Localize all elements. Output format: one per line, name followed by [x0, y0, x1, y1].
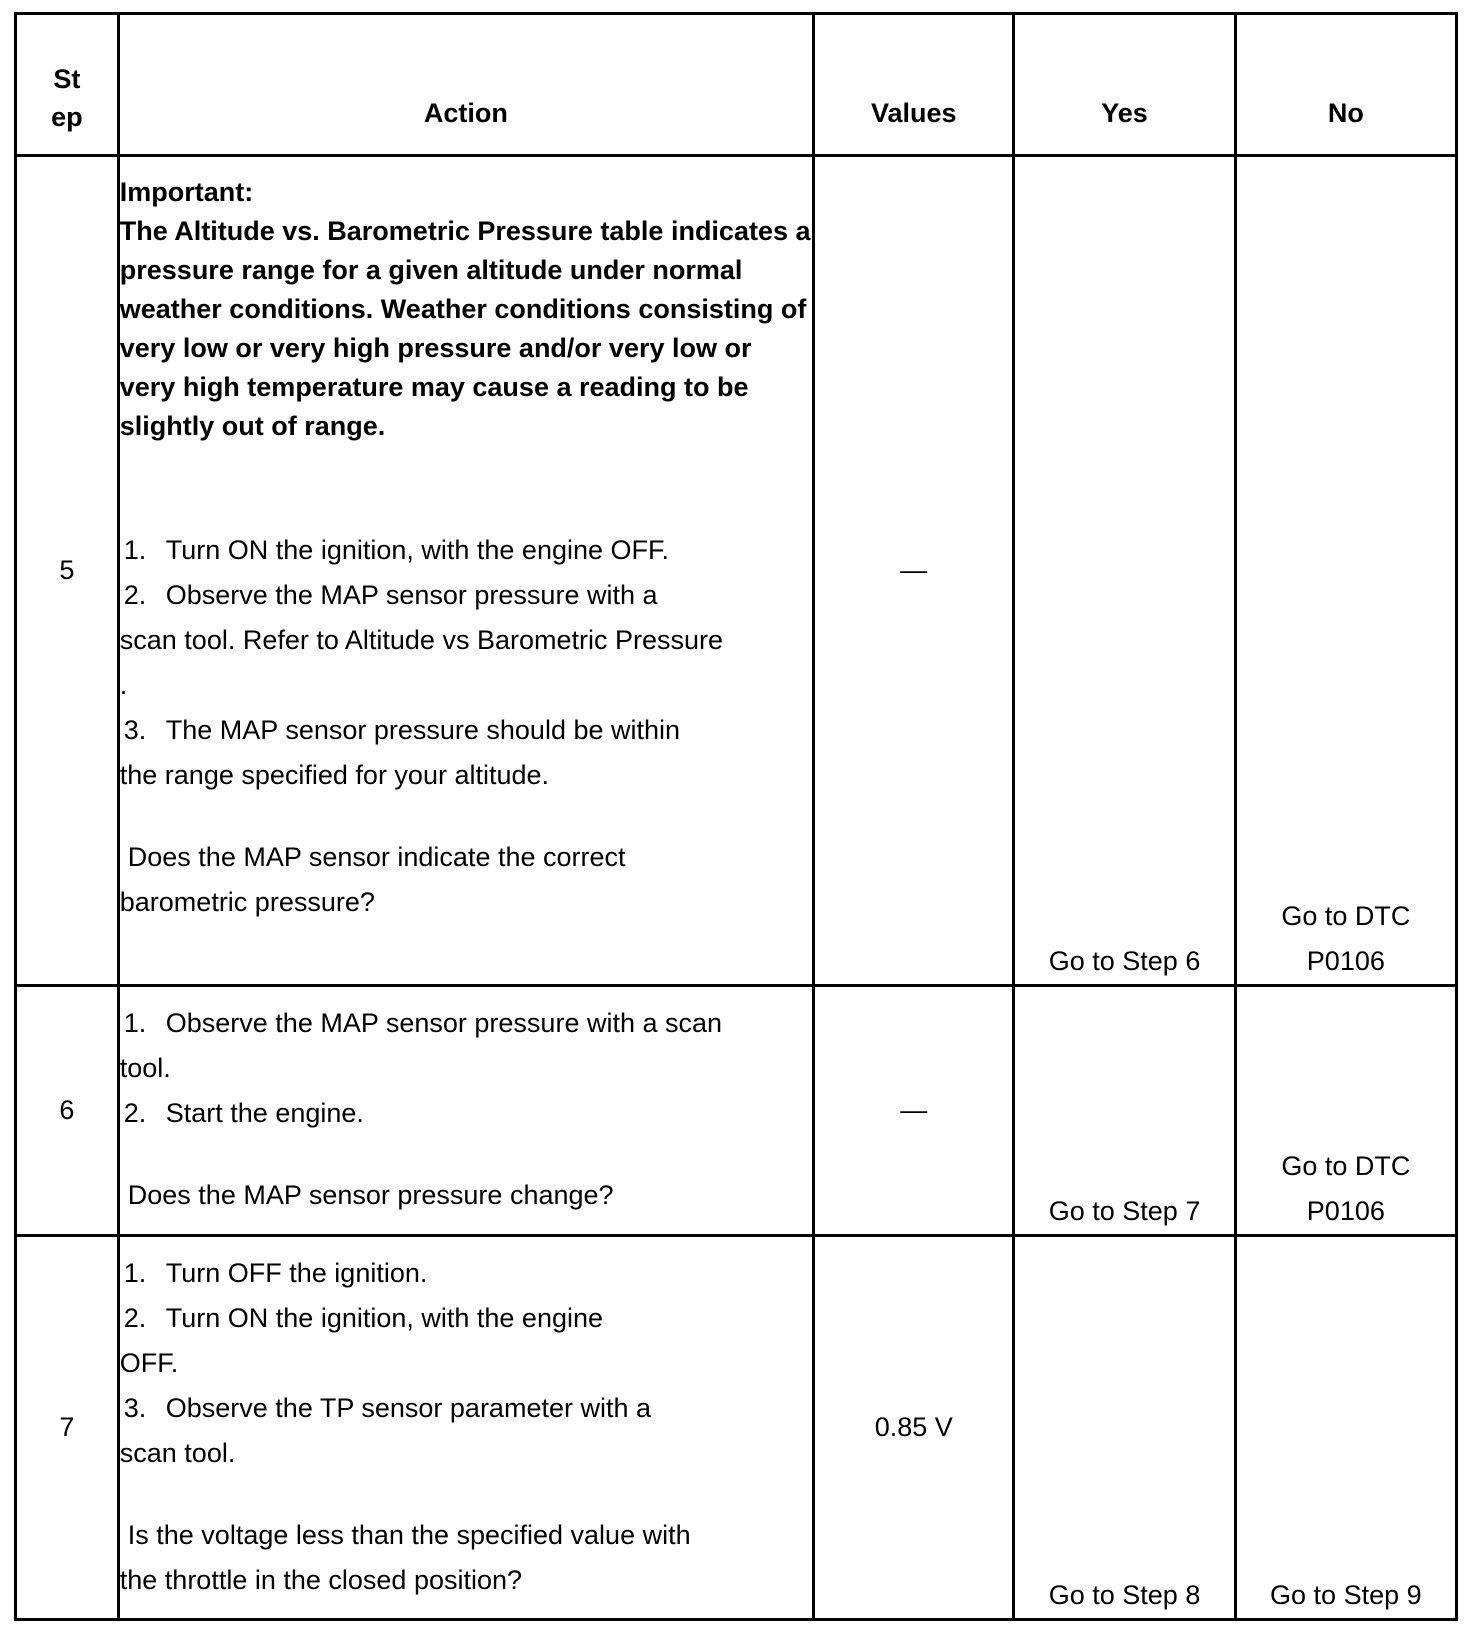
table-row	[16, 986, 1457, 1236]
header-action: Action	[118, 14, 813, 156]
header-step	[16, 14, 119, 156]
step-question: Does the MAP sensor pressure change?	[127, 1180, 614, 1210]
important-text: The Altitude vs. Barometric Pressure table indicates a pressure range for a given altitude under normal weather conditions. Weather conditions consisting of very low or very high pressure and/or very low or very high temperature may cause a reading to be slightly out of range.	[119, 216, 811, 441]
header-values: Values	[814, 14, 1014, 156]
step-number: 7	[16, 1236, 119, 1620]
values-cell: —	[814, 156, 1014, 986]
header-yes: Yes	[1014, 14, 1235, 156]
list-item: 1. Turn OFF the ignition.	[123, 1258, 428, 1288]
step-question: Is the voltage less than the specified value with the throttle in the closed position?	[119, 1520, 691, 1595]
list-item: 2. Observe the MAP sensor pressure with a scan tool. Refer to Altitude vs Barometric Pressure .	[119, 580, 724, 700]
action-cell	[118, 1236, 813, 1620]
important-note	[120, 173, 812, 446]
header-step-line2: ep	[51, 102, 83, 132]
list-item: 1. Turn ON the ignition, with the engine OFF.	[123, 535, 670, 565]
no-cell: Go to DTC P0106	[1235, 156, 1456, 986]
table-row	[16, 1236, 1457, 1620]
yes-cell: Go to Step 7	[1014, 986, 1235, 1236]
values-cell: —	[814, 986, 1014, 1236]
action-cell	[118, 156, 813, 986]
list-item: 1. Observe the MAP sensor pressure with a scan tool.	[119, 1008, 723, 1083]
table-header-row	[16, 14, 1457, 156]
header-no: No	[1235, 14, 1456, 156]
step-number: 5	[16, 156, 119, 986]
header-step-line1: St	[53, 64, 81, 94]
values-cell: 0.85 V	[814, 1236, 1014, 1620]
yes-cell: Go to Step 6	[1014, 156, 1235, 986]
important-label: Important:	[119, 177, 254, 207]
diagnostic-steps-table	[14, 12, 1458, 1621]
list-item: 3. The MAP sensor pressure should be within the range specified for your altitude.	[119, 715, 681, 790]
step-question: Does the MAP sensor indicate the correct barometric pressure?	[119, 842, 626, 917]
list-item: 2. Start the engine.	[123, 1098, 364, 1128]
list-item: 2. Turn ON the ignition, with the engine OFF.	[119, 1303, 604, 1378]
yes-cell: Go to Step 8	[1014, 1236, 1235, 1620]
action-cell	[118, 986, 813, 1236]
list-item: 3. Observe the TP sensor parameter with a scan tool.	[119, 1393, 652, 1468]
no-cell: Go to DTC P0106	[1235, 986, 1456, 1236]
step-number: 6	[16, 986, 119, 1236]
table-row	[16, 156, 1457, 986]
no-cell: Go to Step 9	[1235, 1236, 1456, 1620]
